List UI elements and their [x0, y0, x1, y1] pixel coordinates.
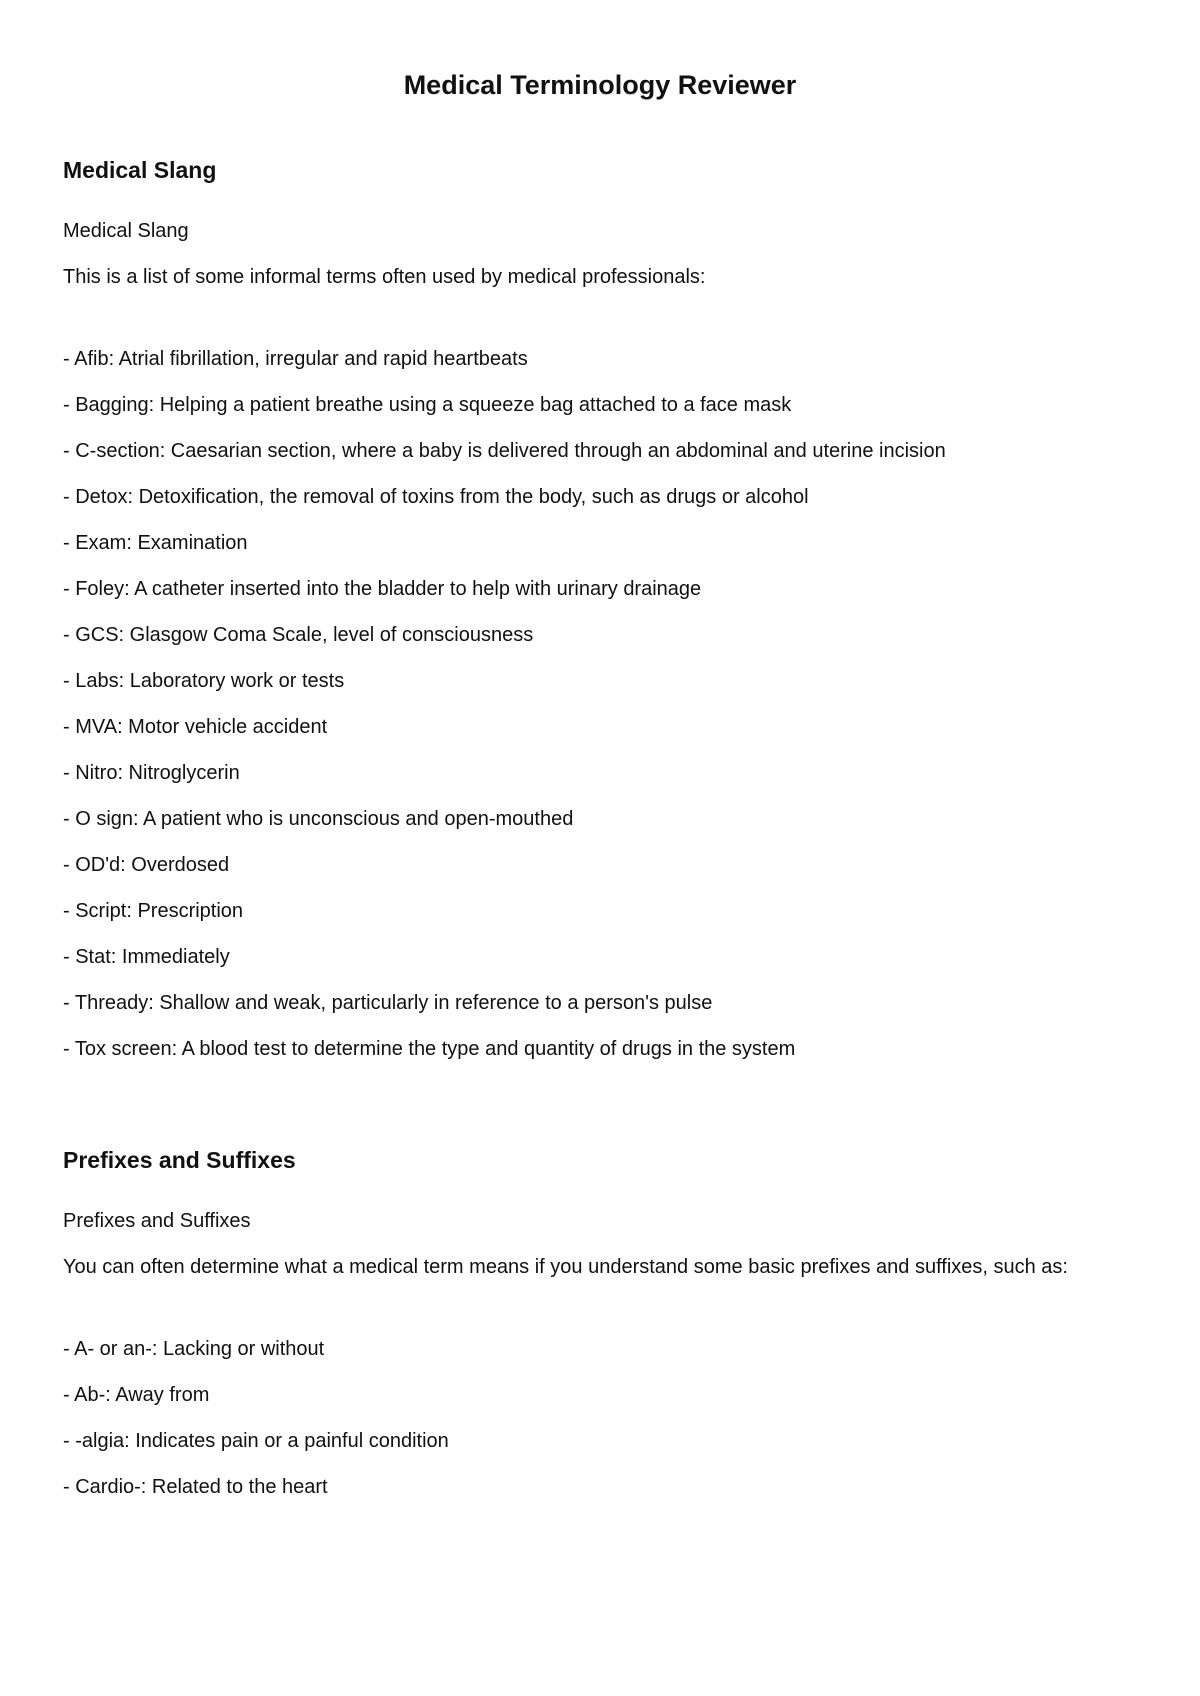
list-item: - Labs: Laboratory work or tests [63, 670, 345, 692]
section-subtitle: Medical Slang [63, 220, 189, 242]
list-item: - C-section: Caesarian section, where a baby is delivered through an abdominal and uterine incision [63, 440, 946, 462]
term-list [63, 336, 1143, 1072]
section-subtitle: Prefixes and Suffixes [63, 1210, 251, 1232]
list-item: - Detox: Detoxification, the removal of toxins from the body, such as drugs or alcohol [63, 486, 809, 508]
list-item: - Thready: Shallow and weak, particularly in reference to a person's pulse [63, 992, 713, 1014]
list-item: - -algia: Indicates pain or a painful condition [63, 1430, 449, 1452]
list-item: - MVA: Motor vehicle accident [63, 716, 328, 738]
list-item: - GCS: Glasgow Coma Scale, level of consciousness [63, 624, 534, 646]
list-item: - Bagging: Helping a patient breathe using a squeeze bag attached to a face mask [63, 394, 792, 416]
term-list [63, 1326, 1143, 1510]
list-item: - Tox screen: A blood test to determine the type and quantity of drugs in the system [63, 1038, 796, 1060]
section-heading: Prefixes and Suffixes [63, 1147, 296, 1173]
list-item: - Stat: Immediately [63, 946, 230, 968]
list-item: - O sign: A patient who is unconscious and open-mouthed [63, 808, 574, 830]
section-prefixes-suffixes [63, 1145, 1143, 1510]
document-title: Medical Terminology Reviewer [403, 70, 797, 100]
list-item: - Exam: Examination [63, 532, 248, 554]
section-heading: Medical Slang [63, 157, 217, 183]
list-item: - Foley: A catheter inserted into the bladder to help with urinary drainage [63, 578, 702, 600]
list-item: - Afib: Atrial fibrillation, irregular and rapid heartbeats [63, 348, 528, 370]
section-intro: You can often determine what a medical term means if you understand some basic prefixes and suffixes, such as: [63, 1256, 1068, 1278]
list-item: - Cardio-: Related to the heart [63, 1476, 328, 1498]
list-item: - OD'd: Overdosed [63, 854, 230, 876]
list-item: - Ab-: Away from [63, 1384, 210, 1406]
section-medical-slang [63, 155, 1143, 1072]
section-intro: This is a list of some informal terms often used by medical professionals: [63, 266, 706, 288]
list-item: - Script: Prescription [63, 900, 244, 922]
list-item: - Nitro: Nitroglycerin [63, 762, 240, 784]
list-item: - A- or an-: Lacking or without [63, 1338, 325, 1360]
